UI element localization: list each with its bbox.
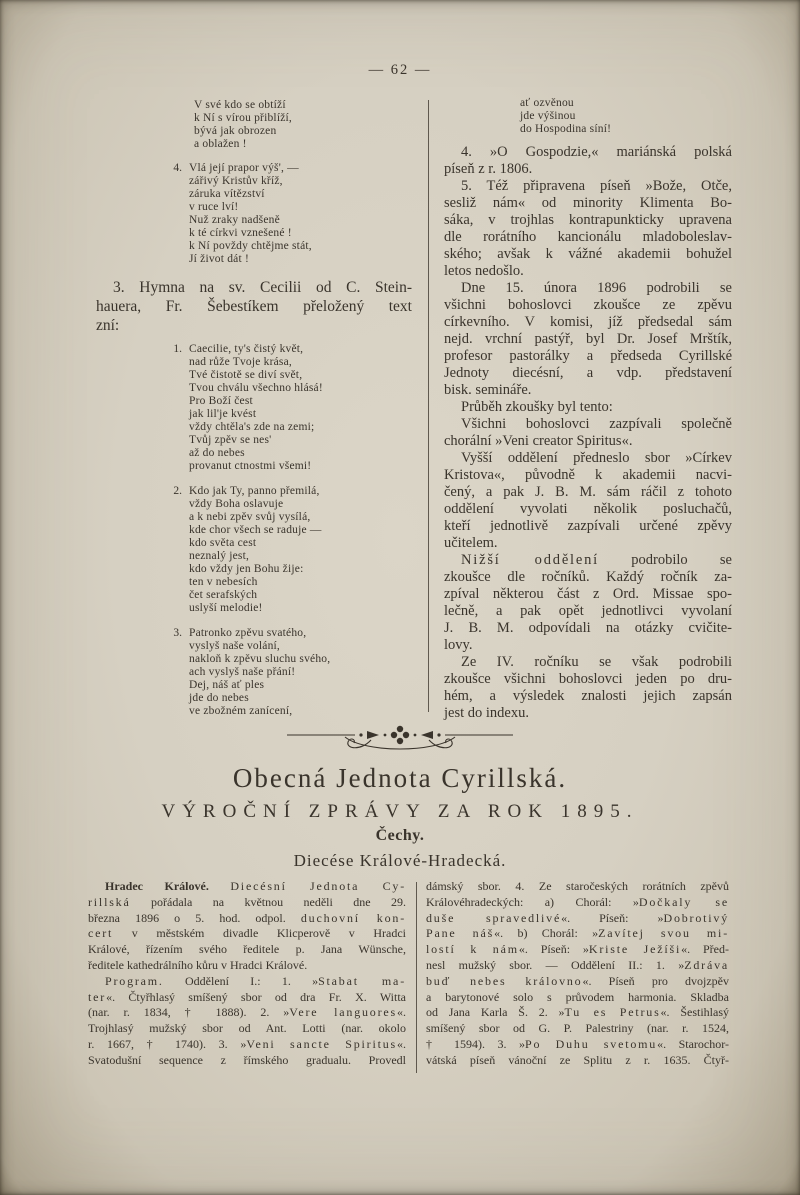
text-line: jde do nebes [189, 692, 249, 704]
text-line: Caecilie, ty's čistý květ, [189, 343, 304, 355]
text-line: k Ní povždy chtějme stát, [189, 240, 312, 252]
text-line: vyslyš naše volání, [189, 640, 280, 652]
text-line: Program. Oddělení I.: 1. »Stabat ma- [105, 973, 406, 988]
text-line: 4. »O Gospodzie,« mariánská polská [461, 144, 732, 160]
text-line: jest do indexu. [444, 705, 529, 721]
text-line: v ruce lví! [189, 201, 239, 213]
text-line: Dne 15. února 1896 podrobili se [461, 280, 732, 296]
verse-block-4 [162, 162, 412, 266]
text-line: zkoušce dle ročníků. Každý ročník za- [444, 569, 732, 585]
text-line: Královéhradeckých: a) Chorál: »Dočkaly se [426, 894, 729, 909]
text-line: duše spravedlivé«. Píseň: »Dobrotivý [426, 910, 730, 925]
paragraph [444, 654, 732, 722]
text-line: Kdo jak Ty, panno přemilá, [189, 485, 320, 497]
text-line: smíšený sbor od G. P. Palestriny (nar. r. 1524, [426, 1021, 729, 1036]
main-title: Obecná Jednota Cyrillská. [232, 763, 568, 793]
report-paragraph [88, 974, 406, 1069]
paragraph [444, 280, 732, 399]
text-line: záruka vítězství [189, 188, 265, 200]
text-line: a barytonové solo s průvodem harmonia. Skladba [426, 989, 729, 1004]
text-line: nejd. vrchní pastýř, byl Dr. Josef Mrštík, [444, 331, 732, 347]
text-line: vátská píseň vánoční ze Splitu z r. 1635. Čtyř- [426, 1052, 729, 1067]
paragraph [444, 178, 732, 280]
text-line: vždy Boha oslavuje [189, 498, 284, 510]
text-line: až do nebes [189, 447, 245, 459]
text-line: chorální »Veni creator Spiritus«. [444, 433, 633, 449]
verse-block-2 [162, 485, 412, 615]
text-line: zářivý Kristův kříž, [189, 175, 283, 187]
text-line: 3. Hymna na sv. Cecilii od C. Stein- [113, 279, 412, 296]
text-line: zpíval některou část z Ord. Missae spo- [444, 586, 732, 602]
verse-lines [189, 162, 312, 266]
text-line: nesl mužský sbor. — Oddělení II.: 1. »Zdráva [426, 957, 729, 972]
text-line: Vyšší oddělení předneslo sbor »Církev [461, 450, 732, 466]
text-line: hauera, Fr. Šebestíkem přeložený text [96, 298, 412, 315]
text-line: všichni bohoslovci zkoušce ze zpěvu [444, 297, 732, 313]
verse-number: 4. [173, 162, 182, 174]
text-line: dámský sbor. 4. Ze staročeských rorátních zpěvů [426, 879, 729, 893]
text-line: a k nebi zpěv svůj vysílá, [189, 511, 311, 523]
text-line: ter«. Čtyřhlasý smíšený sbor od dra Fr. X. Witta [88, 989, 406, 1004]
text-line: lečně, a pak opět jednotlivci vyvolaní [444, 603, 732, 619]
ornament-divider [0, 724, 800, 763]
text-line: ředitele kathedrálního kůru v Hradci Králové. [88, 957, 308, 972]
text-line: Jednoty diecésní, a vdp. představení [444, 365, 732, 381]
verse-number: 1. [173, 343, 182, 355]
text-line: Pane náš«. b) Chorál: »Zavítej svou mi- [426, 926, 729, 941]
text-line: Ze IV. ročníku se však podrobili [461, 654, 732, 670]
text-line: (nar. r. 1834, † 1888). 2. »Vere languores«. [88, 1005, 406, 1020]
text-line: neznalý jest, [189, 550, 250, 562]
bottom-right-column [426, 879, 729, 1069]
text-line: Všichni bohoslovci zazpívali společně [461, 416, 732, 432]
text-line: zkoušce všichni bohoslovci jeden po dru- [444, 671, 732, 687]
paragraph [444, 416, 732, 450]
text-line: Jí život dát ! [189, 253, 249, 265]
text-line: ského; avšak k vážné akademii bohužel [444, 246, 732, 262]
text-line: lostí k nám«. Píseň: »Kriste Ježíši«. Před- [426, 942, 729, 957]
text-line: Tvůj zpěv se nes' [189, 434, 272, 446]
text-line: Pro Boží čest [189, 395, 253, 407]
text-line: Tvou chválu všechno hlásá! [189, 382, 323, 394]
column-divider-rule-top [428, 100, 429, 712]
text-line: a oblažen ! [194, 138, 247, 150]
text-line: dle rorátního kancionálu mladoboleslav- [444, 229, 732, 245]
text-line: cert v městském divadle Klicperově v Hradci [88, 926, 406, 941]
text-line: k té církvi vznešené ! [189, 227, 292, 239]
page-number: — 62 — [368, 62, 432, 78]
text-line: bisk. semináře. [444, 382, 532, 398]
text-line: oddělení vyvolati několik posluchačů, [444, 501, 732, 517]
text-line: sáka, v trojhlas kontrapunkticky upravena [444, 212, 732, 228]
text-line: k Ní s vírou přiblíží, [194, 112, 292, 124]
top-right-column [444, 97, 732, 722]
text-line: ten v nebesích [189, 576, 258, 588]
verse-number: 3. [173, 627, 182, 639]
text-line: církevního. V komisi, jíž předsedal sám [444, 314, 732, 330]
paragraph [444, 552, 732, 654]
text-line: jak lil'je kvést [189, 408, 257, 420]
text-line: letos nedošlo. [444, 263, 524, 279]
text-line: Hradec Králové. Diecésní Jednota Cy- [105, 879, 407, 893]
text-line: bývá jak obrozen [194, 125, 277, 137]
text-line: Průběh zkoušky byl tento: [461, 399, 613, 415]
annual-report-title: VÝROČNÍ ZPRÁVY ZA ROK 1895. [161, 801, 639, 822]
verse-lines [189, 485, 322, 615]
text-line: kdo světa cest [189, 537, 257, 549]
text-line: Králové, řízením svého ředitele p. Jana Wünsche, [88, 942, 406, 957]
text-line: Nižší oddělení podrobilo se [461, 552, 732, 568]
text-line: nakloň k zpěvu sluchu svého, [189, 653, 331, 665]
text-line: nad růže Tvoje krása, [189, 356, 292, 368]
paragraph [444, 450, 732, 552]
text-line: uslyší melodie! [189, 602, 263, 614]
flourish-ornament-icon [285, 724, 515, 758]
hymn-intro-paragraph [96, 278, 412, 335]
verse-lines [189, 627, 330, 718]
text-line: r. 1667, † 1740). 3. »Veni sancte Spiritus«. [88, 1036, 406, 1051]
text-line: čený, a pak J. B. M. sám ráčil z tohoto [444, 484, 732, 500]
text-line: ach vyslyš naše přání! [189, 666, 296, 678]
text-line: lovy. [444, 637, 473, 653]
paragraph [444, 144, 732, 178]
text-line: ať ozvěnou [520, 97, 574, 109]
text-line: kteří jednotlivě zazpívali určené zpěvy [444, 518, 732, 534]
column-divider-rule-bottom [416, 882, 417, 1073]
text-line: V své kdo se obtíží [194, 99, 286, 111]
text-line: Patronko zpěvu svatého, [189, 627, 307, 639]
text-line: jde výšinou [520, 110, 576, 122]
text-line: sesliž nám« od minority Klimenta Bo- [444, 195, 732, 211]
text-line: do Hospodina síní! [520, 123, 612, 135]
text-line: Trojhlasý mužský sbor od Ant. Lotti (nar. okolo [88, 1021, 406, 1036]
text-line: učitelem. [444, 535, 498, 551]
report-paragraph [88, 879, 406, 974]
text-line: rillská pořádala na květnou neděli dne 29. [88, 894, 406, 909]
top-left-column [96, 99, 412, 730]
text-line: Dej, náš ať ples [189, 679, 265, 691]
text-line: Svatodušní sequence z římského gradualu. Provedl [88, 1052, 406, 1067]
text-line: provanut ctnostmi všemi! [189, 460, 312, 472]
verse-block-1 [162, 343, 412, 473]
text-line: března 1896 o 5. hod. odpol. duchovní kon- [88, 910, 407, 925]
text-line: hém, a výsledek znalosti jejich zapsán [444, 688, 732, 704]
verse-number: 2. [173, 485, 182, 497]
bottom-left-column [88, 879, 406, 1069]
text-line: J. B. M. odpovídali na otázky cvičite- [444, 620, 732, 636]
verse-lines [189, 343, 323, 473]
text-line: Nuž zraky nadšeně [189, 214, 280, 226]
region-heading: Čechy. [375, 827, 425, 844]
text-line: 5. Též připravena píseň »Bože, Otče, [461, 178, 732, 194]
text-line: od Jana Karla Š. 2. »Tu es Petrus«. Šestihlasý [426, 1005, 729, 1020]
text-line: čet serafských [189, 589, 258, 601]
paragraph [444, 399, 732, 416]
diocese-heading: Diecése Králové-Hradecká. [293, 851, 507, 870]
verse-continuation [194, 99, 412, 151]
text-line: vždy chtěla's zde na zemi; [189, 421, 315, 433]
text-line: píseň z r. 1806. [444, 161, 533, 177]
text-line: ve zbožném zanícení, [189, 705, 293, 717]
text-line: kde chor všech se raduje — [189, 524, 322, 536]
verse-continuation [520, 97, 732, 136]
text-line: Vlá její prapor výš', — [189, 162, 299, 174]
report-paragraph [426, 879, 729, 1069]
text-line: † 1594). 3. »Po Duhu svetomu«. Starochor- [426, 1036, 729, 1051]
verse-block-3 [162, 627, 412, 718]
text-line: zní: [96, 317, 120, 334]
text-line: kdo vždy jen Bohu žije: [189, 563, 304, 575]
text-line: Kristova«, původně k akademii nacvi- [444, 467, 732, 483]
text-line: buď nebes královno«. Píseň pro dvojzpěv [426, 973, 729, 988]
text-line: Tvé čistotě se diví svět, [189, 369, 303, 381]
text-line: profesor pastorálky a předseda Cyrillské [444, 348, 732, 364]
